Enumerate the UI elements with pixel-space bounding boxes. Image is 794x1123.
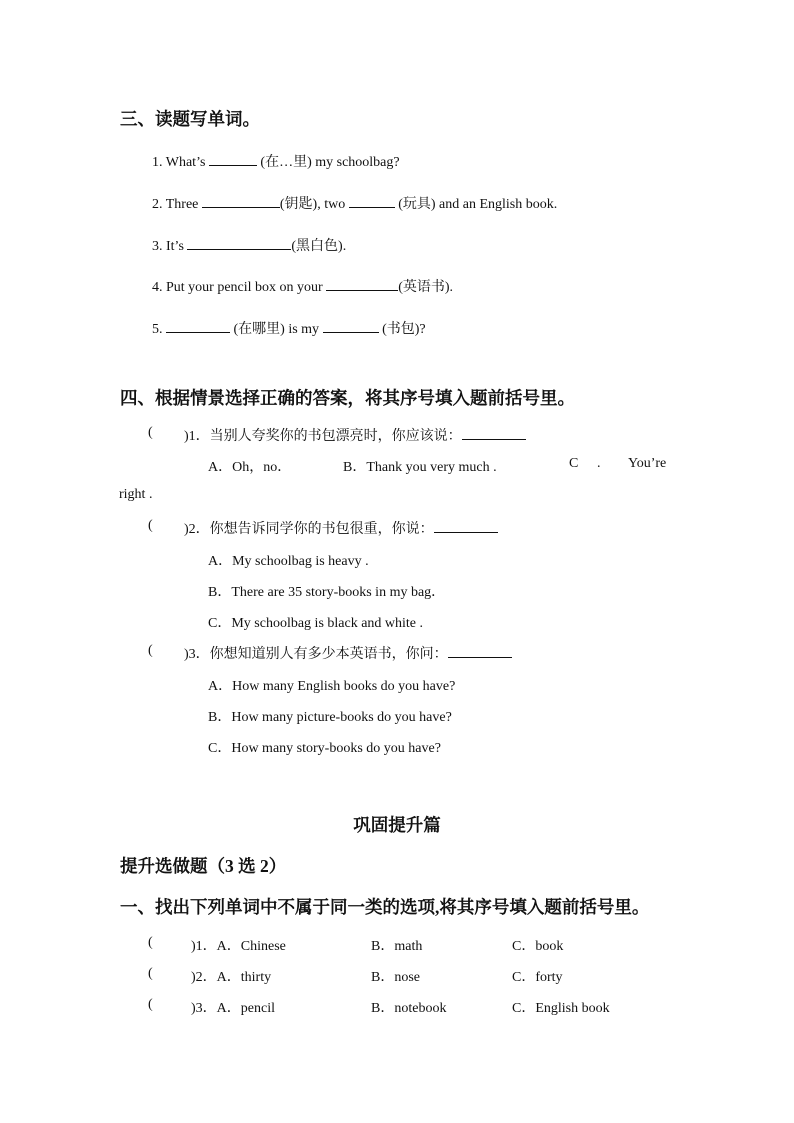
s1-row-3-option-c: C．English book (512, 1001, 610, 1016)
s1-row-2-option-b: B．nose (371, 970, 420, 985)
q2-option-b: B．There are 35 story-books in my bag． (208, 585, 446, 600)
s1-row-2-option-a: )2．A．thirty (191, 970, 272, 985)
answer-blank[interactable] (434, 519, 498, 533)
q1-option-b: B．Thank you very much . (343, 460, 497, 475)
q3-option-c: C．How many story-books do you have? (208, 741, 441, 756)
answer-blank[interactable] (326, 277, 398, 291)
q3-option-b: B．How many picture-books do you have? (208, 710, 452, 725)
s1-row-1-paren: ( (148, 935, 153, 950)
answer-blank[interactable] (323, 319, 379, 333)
s1-row-2-option-c: C．forty (512, 970, 563, 985)
section4-title: 四、根据情景选择正确的答案，将其序号填入题前括号里。 (120, 388, 575, 408)
s1-row-1-option-a: )1．A．Chinese (191, 939, 286, 954)
s1-row-2-paren: ( (148, 966, 153, 981)
q2-option-c: C．My schoolbag is black and white . (208, 616, 424, 631)
s1-row-3-option-a: )3．A．pencil (191, 1001, 275, 1016)
s3-item-4-text-b: (英语书). (398, 280, 454, 295)
s3-item-5-text-b: (在哪里) is my (230, 322, 323, 337)
q2-option-a: A．My schoolbag is heavy . (208, 554, 369, 569)
answer-blank[interactable] (209, 152, 257, 166)
s3-item-1 (152, 151, 400, 171)
part-title: 巩固提升篇 (353, 815, 441, 835)
q1-option-c-text: You’re (628, 456, 667, 471)
q3-stem (184, 643, 512, 663)
answer-blank[interactable] (166, 319, 230, 333)
s3-item-3 (152, 235, 346, 255)
q2-paren: ( (148, 518, 153, 533)
s1-row-3-option-b: B．notebook (371, 1001, 447, 1016)
q1-stem-text: )1．当别人夸奖你的书包漂亮时，你应该说： (184, 429, 462, 444)
answer-blank[interactable] (448, 644, 512, 658)
answer-blank[interactable] (202, 194, 280, 208)
s3-item-1-text-a: 1. What’s (152, 155, 209, 170)
q3-stem-text: )3．你想知道别人有多少本英语书，你问： (184, 647, 448, 662)
answer-blank[interactable] (187, 236, 291, 250)
s3-item-5 (152, 318, 426, 338)
s3-item-4-text-a: 4. Put your pencil box on your (152, 280, 327, 295)
q2-stem (184, 518, 498, 538)
s3-item-2-text-c: (玩具) and an English book. (394, 197, 558, 212)
s1-row-1-option-b: B．math (371, 939, 423, 954)
s3-item-3-text-b: (黑白色). (291, 239, 347, 254)
q3-paren: ( (148, 643, 153, 658)
s3-item-5-text-c: (书包)? (378, 322, 426, 337)
q1-option-c-letter: C (569, 456, 579, 471)
q2-stem-text: )2．你想告诉同学你的书包很重，你说： (184, 522, 434, 537)
s3-item-3-text-a: 3. It’s (152, 239, 188, 254)
s1-row-1-option-c: C．book (512, 939, 564, 954)
s3-item-5-text-a: 5. (152, 322, 166, 337)
s3-item-2 (152, 193, 557, 213)
s1-row-3-paren: ( (148, 997, 153, 1012)
section1-title: 一、找出下列单词中不属于同一类的选项,将其序号填入题前括号里。 (120, 897, 650, 917)
q1-option-c-dot: . (597, 456, 601, 471)
sub-title: 提升选做题（3 选 2） (120, 856, 287, 876)
s3-item-4 (152, 276, 453, 296)
q1-option-a: A．Oh，no． (208, 460, 292, 475)
answer-blank[interactable] (462, 426, 526, 440)
q1-stem (184, 425, 526, 445)
s3-item-2-text-a: 2. Three (152, 197, 202, 212)
q1-option-c-text-cont: right . (119, 487, 153, 502)
q1-paren: ( (148, 425, 153, 440)
answer-blank[interactable] (349, 194, 395, 208)
q3-option-a: A．How many English books do you have? (208, 679, 456, 694)
s3-item-2-text-b: (钥匙), two (279, 197, 349, 212)
section3-title: 三、读题写单词。 (120, 109, 260, 129)
s3-item-1-text-b: (在…里) my schoolbag? (256, 155, 400, 170)
